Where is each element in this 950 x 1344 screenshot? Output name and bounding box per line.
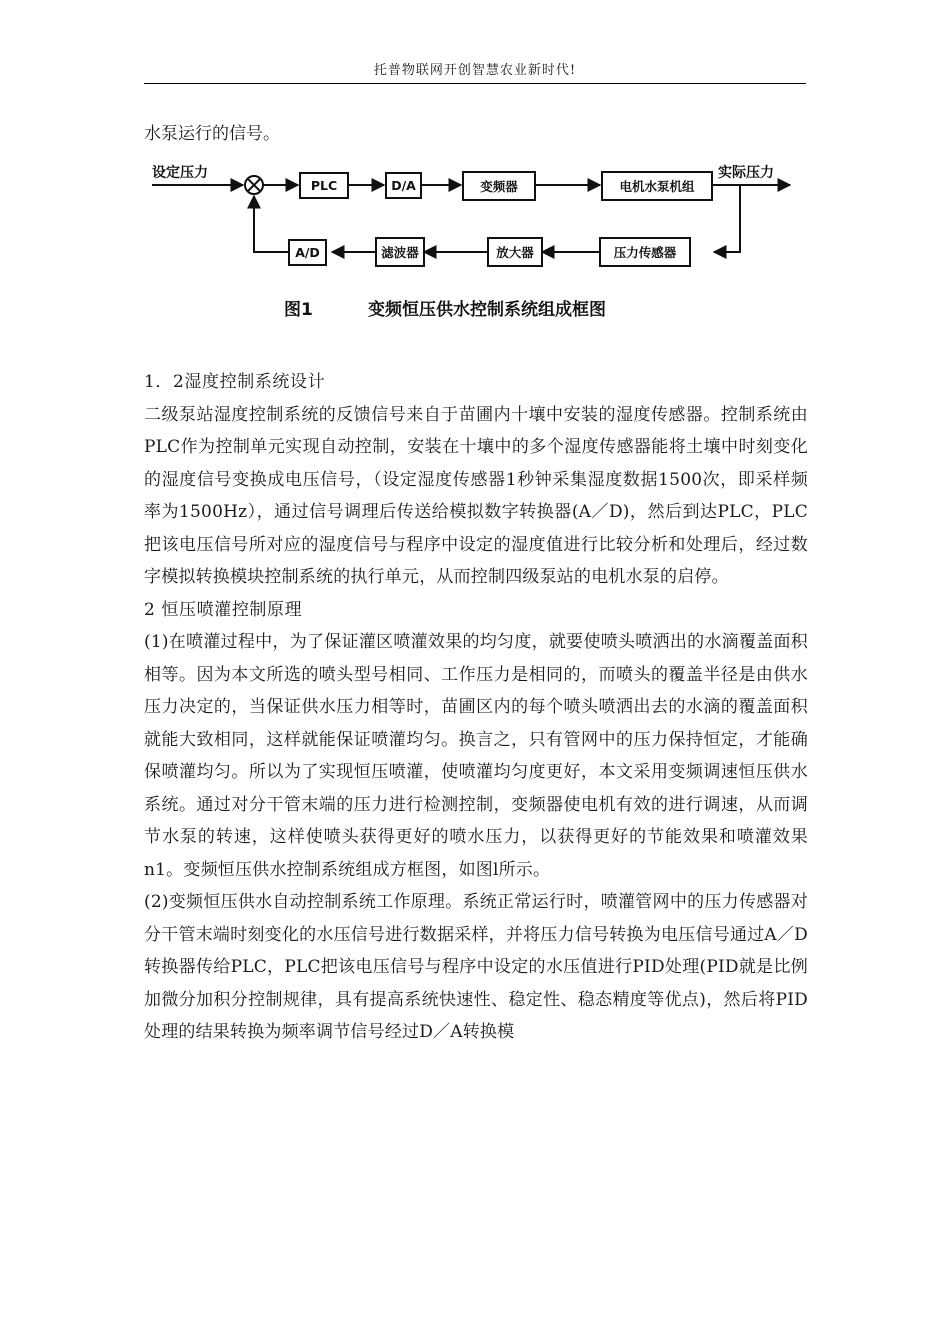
figure-caption-title: 变频恒压供水控制系统组成框图 (368, 300, 606, 320)
block-inverter (463, 172, 535, 200)
svg-text:A/D: A/D (295, 245, 320, 260)
block-motor-pump (602, 172, 712, 200)
paragraph-constant-pressure-1: (1)在喷灌过程中，为了保证灌区喷灌效果的均匀度，就要使喷头喷洒出的水滴覆盖面积相等。因为本文所选的喷头型号相同、工作压力是相同的，而喷头的覆盖半径是由供水压力决定的，当保证供水压力相等时，苗圃区内的每个喷头喷洒出去的水滴的覆盖面积就能大致相同，这样就能保证喷灌均匀。换言之，只有管网中的压力保持恒定，才能确保喷灌均匀。所以为了实现恒压喷灌，使喷灌均匀度更好，本文采用变频调速恒压供水系统。通过对分干管末端的压力进行检测控制，变频器使电机有效的进行调速，从而调节水泵的转速，这样使喷头获得更好的喷水压力，以获得更好的节能效果和喷灌效果n1。变频恒压供水控制系统组成方框图，如图l所示。 (144, 632, 808, 880)
block-filter (376, 238, 424, 266)
lead-text: 水泵运行的信号。 (144, 124, 280, 144)
svg-text:滤波器: 滤波器 (381, 245, 419, 260)
svg-text:PLC: PLC (310, 178, 338, 193)
section-heading-humidity: 1．2湿度控制系统设计 (144, 372, 326, 392)
svg-text:放大器: 放大器 (496, 245, 534, 260)
svg-text:压力传感器: 压力传感器 (613, 245, 677, 260)
page-header: 托普物联网开创智慧农业新时代! (373, 63, 577, 78)
svg-text:变频器: 变频器 (480, 179, 518, 194)
block-pressure-sensor (600, 238, 690, 266)
block-amplifier (488, 238, 542, 266)
svg-text:电机水泵机组: 电机水泵机组 (619, 179, 695, 194)
block-da (386, 173, 421, 198)
output-label: 实际压力 (718, 165, 774, 181)
paragraph-humidity-control: 二级泵站湿度控制系统的反馈信号来自于苗圃内十壤中安装的湿度传感器。控制系统由PLC作为控制单元实现自动控制，安装在十壤中的多个湿度传感器能将土壤中时刻变化的湿度信号变换成电压信号，（设定湿度传感器1秒钟采集湿度数据1500次，即采样频率为1500Hz），通过信号调理后传送给模拟数字转换器(A／D)，然后到达PLC，PLC把该电压信号所对应的湿度信号与程序中设定的湿度值进行比较分析和处理后，经过数字模拟转换模块控制系统的执行单元，从而控制四级泵站的电机水泵的启停。 (144, 404, 808, 587)
section-heading-constant-pressure: 2 恒压喷灌控制原理 (144, 599, 303, 620)
summing-junction (245, 176, 263, 194)
block-diagram-figure (144, 155, 806, 345)
body-content (144, 366, 808, 1049)
paragraph-constant-pressure-2: (2)变频恒压供水自动控制系统工作原理。系统正常运行时，喷灌管网中的压力传感器对分干管末端时刻变化的水压信号进行数据采样，并将压力信号转换为电压信号通过A／D转换器传给PLC，PLC把该电压信号与程序中设定的水压值进行PID处理(PID就是比例加微分加积分控制规律，具有提高系统快速性、稳定性、稳态精度等优点)，然后将PID处理的结果转换为频率调节信号经过D／A转换模 (144, 892, 808, 1042)
svg-text:D/A: D/A (391, 178, 416, 193)
block-ad (289, 240, 326, 265)
header-rule (144, 83, 806, 84)
figure-caption-number: 图1 (284, 300, 313, 320)
block-plc (300, 173, 348, 198)
block-diagram (144, 155, 806, 345)
input-label: 设定压力 (152, 165, 208, 181)
